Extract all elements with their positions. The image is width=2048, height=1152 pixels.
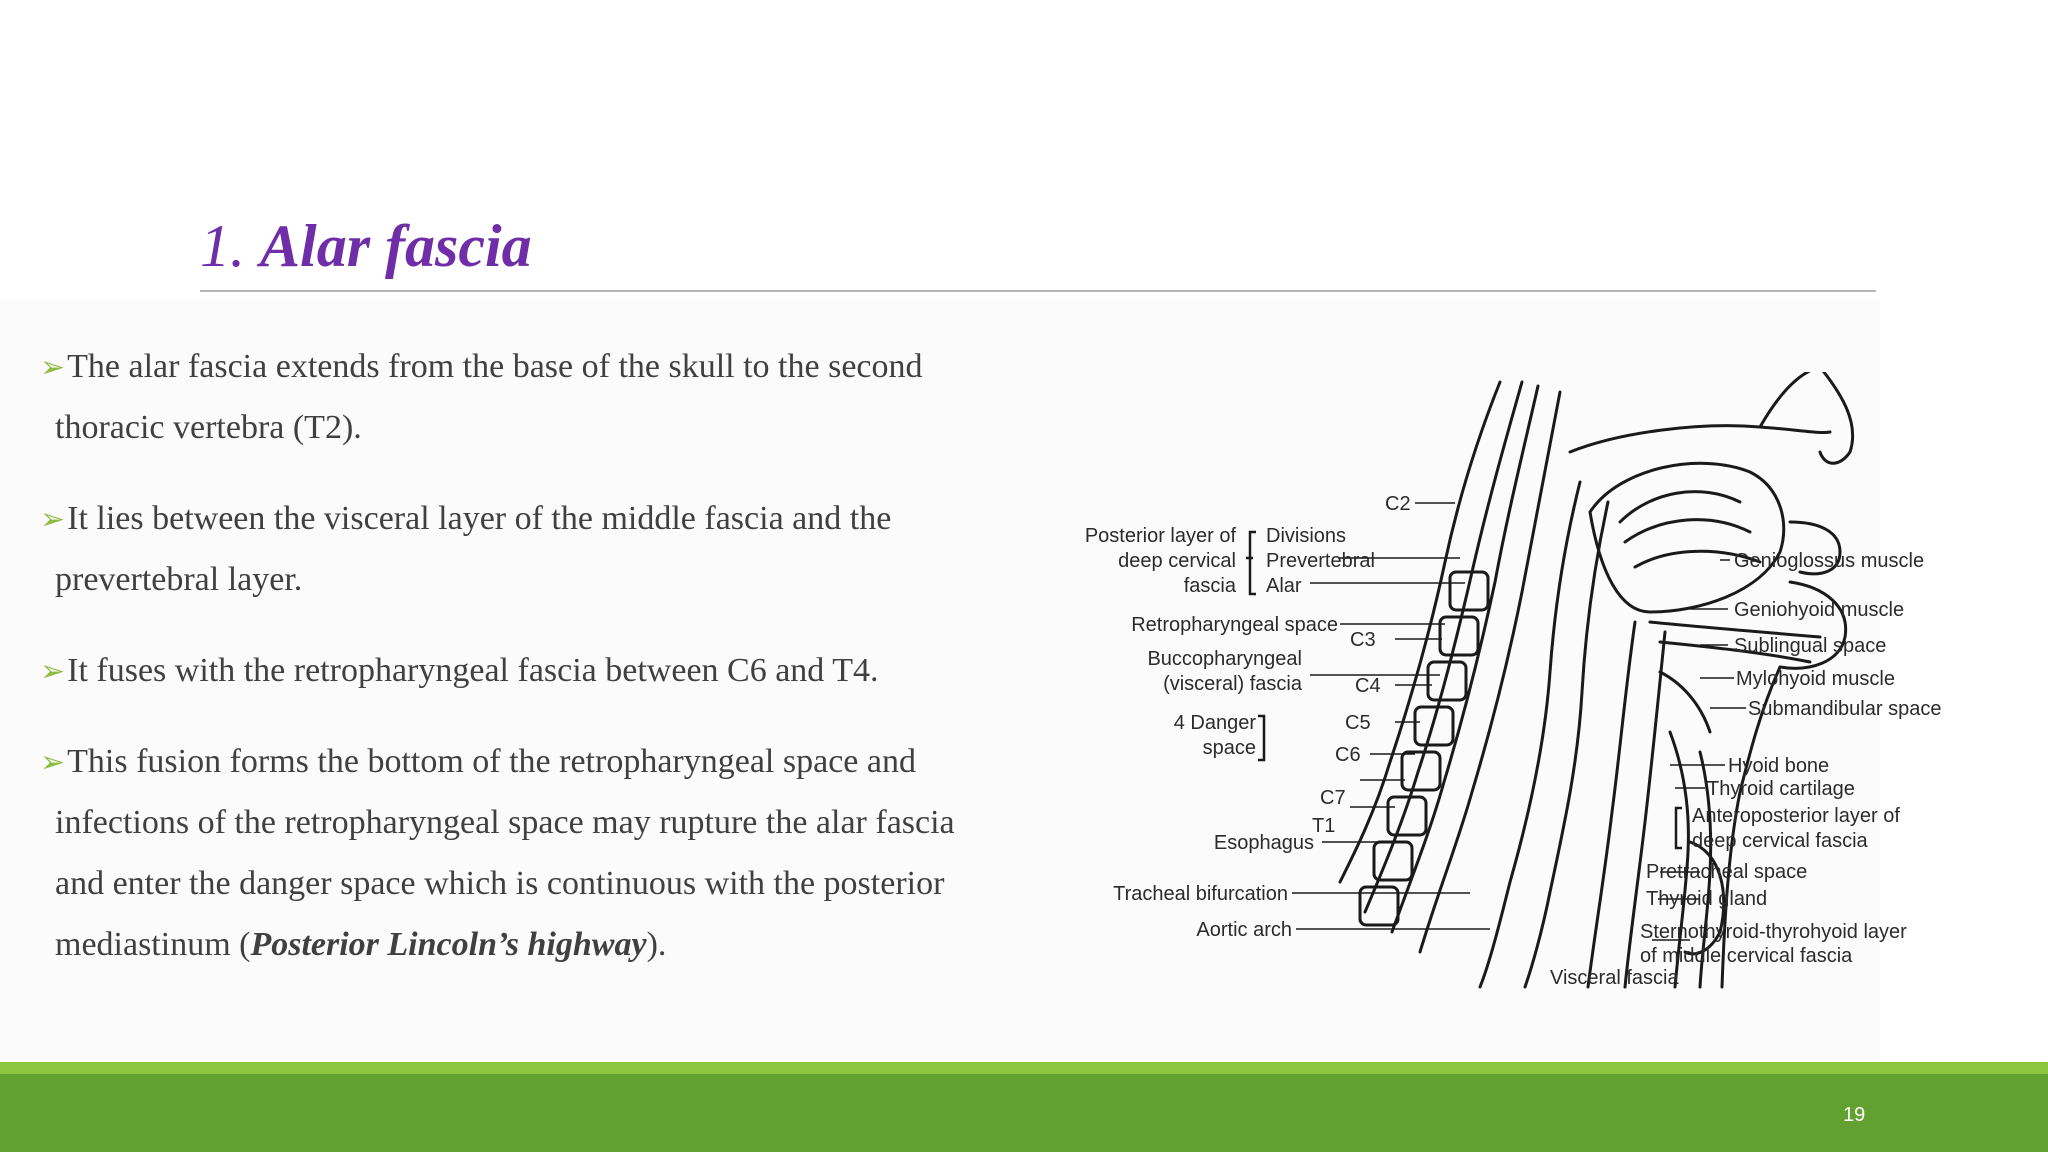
bullet-item — [40, 336, 1040, 458]
label-c3: C3 — [1350, 629, 1376, 651]
arrow-bullet-icon: ➢ — [40, 746, 66, 779]
label-posterior-layer: deep cervical — [1118, 550, 1236, 572]
label-aortic-arch: Aortic arch — [1196, 919, 1292, 941]
title-number: 1. — [200, 213, 245, 279]
bullet-text-line: It fuses with the retropharyngeal fascia between C6 and T4. — [67, 652, 879, 689]
emphasis-text: Posterior Lincoln’s highway — [250, 926, 647, 963]
label-thyroid-gland: Thyroid gland — [1646, 888, 1768, 910]
bullet-item — [40, 640, 1040, 701]
bullet-text-line: This fusion forms the bottom of the retropharyngeal space and — [67, 743, 916, 780]
label-geniohyoid: Geniohyoid muscle — [1734, 599, 1905, 621]
arrow-bullet-icon: ➢ — [40, 655, 66, 688]
brackets — [1246, 532, 1682, 848]
bullet-text-line: and enter the danger space which is continuous with the posterior — [55, 865, 945, 902]
bullet-item — [40, 488, 1040, 610]
label-c5: C5 — [1345, 712, 1371, 734]
label-submandibular: Submandibular space — [1748, 698, 1942, 720]
bullet-item — [40, 731, 1040, 975]
label-esophagus: Esophagus — [1213, 832, 1314, 854]
label-c4: C4 — [1355, 675, 1381, 697]
label-c6: C6 — [1335, 744, 1361, 766]
label-hyoid: Hyoid bone — [1728, 755, 1830, 777]
label-anteroposterior: Anteroposterior layer of — [1692, 805, 1900, 827]
label-pretracheal: Pretracheal space — [1646, 861, 1808, 883]
label-divisions: Divisions — [1266, 525, 1347, 547]
bullet-text-line: infections of the retropharyngeal space may rupture the alar fascia — [55, 804, 955, 841]
bullet-text-line — [40, 914, 1040, 975]
label-anteroposterior: deep cervical fascia — [1692, 830, 1868, 852]
label-genioglossus: Genioglossus muscle — [1734, 550, 1925, 572]
figure-labels — [1085, 493, 1942, 989]
neck-sagittal-section-diagram — [1060, 372, 1980, 992]
slide-title — [200, 212, 532, 281]
anatomy-figure — [1060, 372, 1980, 992]
label-t1: T1 — [1312, 815, 1336, 837]
label-thyroid-cartilage: Thyroid cartilage — [1707, 778, 1855, 800]
label-visceral-fascia: Visceral fascia — [1550, 967, 1679, 989]
bullet-text-line: prevertebral layer. — [55, 561, 303, 598]
footer-bar — [0, 1074, 2048, 1152]
label-sternothyroid: of middle cervical fascia — [1640, 945, 1853, 967]
label-alar: Alar — [1266, 575, 1302, 597]
label-c7: C7 — [1320, 787, 1346, 809]
label-sublingual: Sublingual space — [1734, 635, 1887, 657]
arrow-bullet-icon: ➢ — [40, 351, 66, 384]
bullet-text-segment: ). — [646, 926, 667, 963]
bullet-text-line: It lies between the visceral layer of the middle fascia and the — [67, 500, 892, 537]
footer-accent-bar — [0, 1062, 2048, 1074]
label-danger-space: 4 Danger — [1173, 712, 1256, 734]
title-divider — [200, 290, 1876, 292]
label-sternothyroid: Sternothyroid-thyrohyoid layer — [1640, 921, 1907, 943]
title-text: Alar fascia — [260, 213, 532, 279]
label-retropharyngeal-space: Retropharyngeal space — [1131, 614, 1338, 636]
label-posterior-layer: Posterior layer of — [1084, 525, 1236, 547]
page-number: 19 — [1843, 1104, 1866, 1126]
label-buccopharyngeal: (visceral) fascia — [1163, 673, 1302, 695]
label-danger-space: space — [1202, 737, 1256, 759]
arrow-bullet-icon: ➢ — [40, 503, 66, 536]
label-c2: C2 — [1385, 493, 1411, 515]
bullet-text-segment: mediastinum ( — [55, 926, 251, 963]
label-prevertebral: Prevertebral — [1266, 550, 1375, 572]
label-mylohyoid: Mylohyoid muscle — [1736, 668, 1895, 690]
label-tracheal-bifurcation: Tracheal bifurcation — [1113, 883, 1288, 905]
bullet-text-line: thoracic vertebra (T2). — [55, 409, 362, 446]
bullet-text-line: The alar fascia extends from the base of the skull to the second — [67, 348, 923, 385]
bullet-list — [40, 336, 1040, 1005]
label-posterior-layer: fascia — [1183, 575, 1236, 597]
label-buccopharyngeal: Buccopharyngeal — [1147, 648, 1302, 670]
